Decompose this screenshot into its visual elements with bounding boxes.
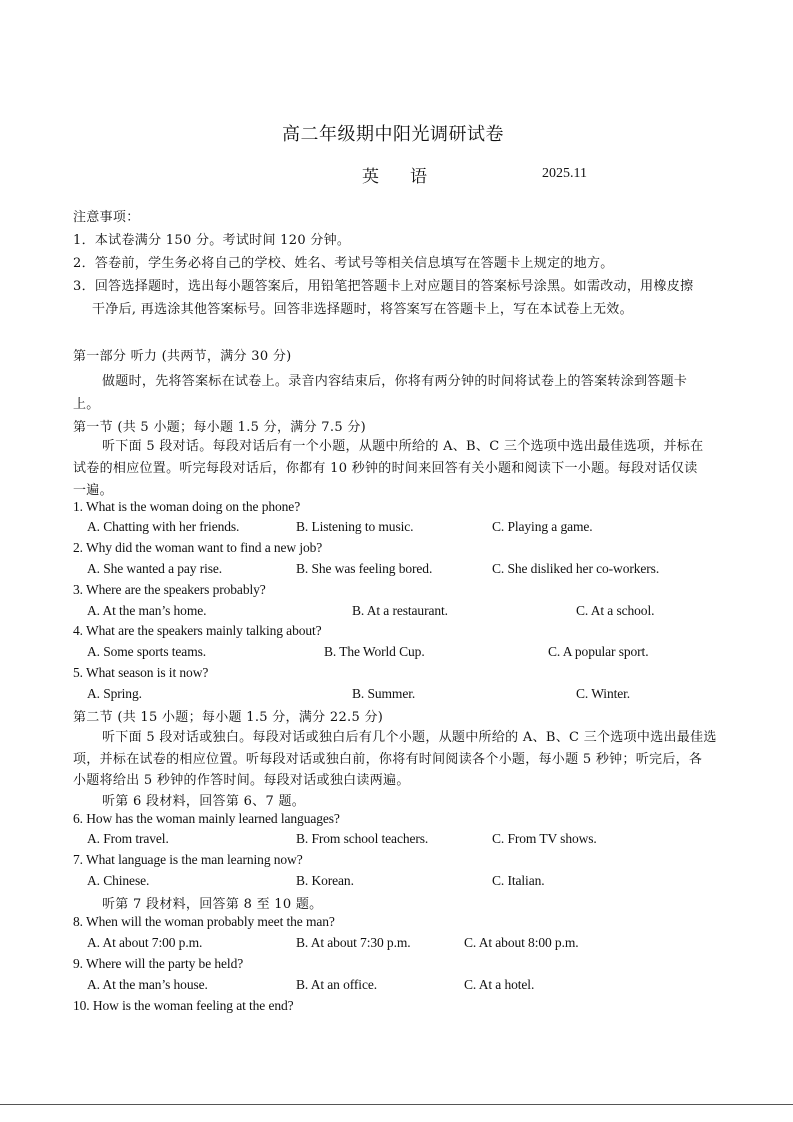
question-stem: 6. How has the woman mainly learned languages? [73, 811, 340, 826]
option-c: C. A popular sport. [548, 644, 649, 659]
section1-heading: 第一节 (共 5 小题；每小题 1.5 分，满分 7.5 分) [73, 420, 366, 435]
question-stem: 10. How is the woman feeling at the end? [73, 998, 294, 1013]
option-b: B. From school teachers. [296, 831, 429, 846]
notice-item: 2．答卷前，学生务必将自己的学校、姓名、考试号等相关信息填写在答题卡上规定的地方。 [73, 256, 614, 271]
question-stem: 5. What season is it now? [73, 665, 209, 680]
question-stem: 1. What is the woman doing on the phone? [73, 499, 301, 514]
question-stem: 2. Why did the woman want to find a new job? [73, 540, 323, 555]
option-b: B. Summer. [352, 686, 416, 701]
option-b: B. Listening to music. [296, 519, 414, 534]
question-stem: 3. Where are the speakers probably? [73, 582, 266, 597]
question-stem: 7. What language is the man learning now? [73, 852, 303, 867]
option-a: A. At the man’s house. [87, 977, 208, 992]
option-b: B. At about 7:30 p.m. [296, 935, 411, 950]
page-bottom-rule [0, 1104, 793, 1105]
option-a: A. Chatting with her friends. [87, 519, 240, 534]
option-a: A. At the man’s home. [87, 603, 207, 618]
option-a: A. Chinese. [87, 873, 150, 888]
option-b: B. Korean. [296, 873, 354, 888]
part1-heading: 第一部分 听力 (共两节，满分 30 分) [73, 349, 292, 364]
section2-heading: 第二节 (共 15 小题；每小题 1.5 分，满分 22.5 分) [73, 710, 384, 725]
subject-char-1: 英 [362, 167, 379, 187]
exam-title: 高二年级期中阳光调研试卷 [282, 124, 504, 145]
subject-char-2: 语 [410, 167, 427, 187]
notice-heading: 注意事项： [73, 210, 140, 225]
option-a: A. Spring. [87, 686, 142, 701]
option-b: B. At a restaurant. [352, 603, 448, 618]
exam-date: 2025.11 [542, 166, 587, 181]
option-c: C. From TV shows. [492, 831, 597, 846]
option-a: A. She wanted a pay rise. [87, 561, 223, 576]
notice-item: 1．本试卷满分 150 分。考试时间 120 分钟。 [73, 233, 351, 248]
option-c: C. At a school. [576, 603, 655, 618]
material-note: 听第 7 段材料，回答第 8 至 10 题。 [102, 897, 323, 912]
material-note: 听第 6 段材料，回答第 6、7 题。 [102, 794, 306, 809]
option-a: A. Some sports teams. [87, 644, 207, 659]
option-a: A. At about 7:00 p.m. [87, 935, 203, 950]
option-b: B. At an office. [296, 977, 378, 992]
option-c: C. She disliked her co-workers. [492, 561, 660, 576]
notice-item: 干净后, 再选涂其他答案标号。回答非选择题时，将答案写在答题卡上，写在本试卷上无效。 [92, 302, 633, 317]
section1-intro: 听下面 5 段对话。每段对话后有一个小题，从题中所给的 A、B、C 三个选项中选出最佳选项，并标在 [102, 439, 704, 454]
section2-intro: 小题将给出 5 秒钟的作答时间。每段对话或独白读两遍。 [73, 773, 410, 788]
option-b: B. She was feeling bored. [296, 561, 433, 576]
section2-intro: 听下面 5 段对话或独白。每段对话或独白后有几个小题，从题中所给的 A、B、C 三个选项中选出最佳选 [102, 730, 717, 745]
option-c: C. Playing a game. [492, 519, 593, 534]
part1-intro: 做题时，先将答案标在试卷上。录音内容结束后，你将有两分钟的时间将试卷上的答案转涂到答题卡 [102, 374, 688, 389]
option-b: B. The World Cup. [324, 644, 425, 659]
option-c: C. Winter. [576, 686, 631, 701]
question-stem: 4. What are the speakers mainly talking about? [73, 623, 322, 638]
part1-intro: 上。 [73, 397, 100, 412]
question-stem: 9. Where will the party be held? [73, 956, 244, 971]
option-c: C. At about 8:00 p.m. [464, 935, 579, 950]
option-c: C. Italian. [492, 873, 545, 888]
option-c: C. At a hotel. [464, 977, 535, 992]
section2-intro: 项，并标在试卷的相应位置。听每段对话或独白前，你将有时间阅读各个小题，每小题 5 秒钟；听完后，各 [73, 752, 703, 767]
question-stem: 8. When will the woman probably meet the man? [73, 914, 335, 929]
section1-intro: 试卷的相应位置。听完每段对话后，你都有 10 秒钟的时间来回答有关小题和阅读下一小题。每段对话仅读 [73, 461, 698, 476]
option-a: A. From travel. [87, 831, 169, 846]
notice-item: 3．回答选择题时，选出每小题答案后，用铅笔把答题卡上对应题目的答案标号涂黑。如需改动，用橡皮擦 [73, 279, 694, 294]
section1-intro: 一遍。 [73, 483, 113, 498]
